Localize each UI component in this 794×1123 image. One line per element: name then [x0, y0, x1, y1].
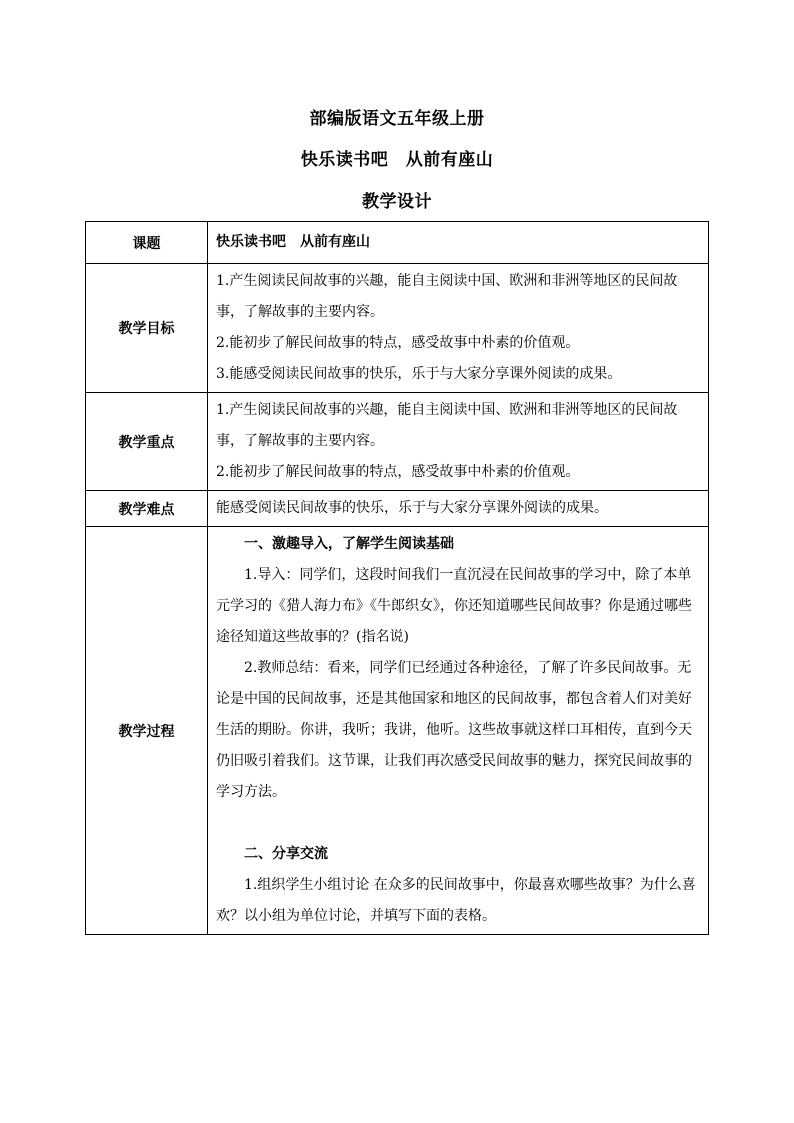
- process-paragraph: 1.组织学生小组讨论 在众多的民间故事中，你最喜欢哪些故事？为什么喜欢？以小组为单位讨论，并填写下面的表格。: [216, 877, 696, 924]
- goal-item: 3.能感受阅读民间故事的快乐，乐于与大家分享课外阅读的成果。: [216, 366, 622, 382]
- topic-label: 课题: [86, 222, 208, 264]
- process-section-heading: 二、分享交流: [244, 846, 328, 862]
- process-section-heading: 一、激趣导入，了解学生阅读基础: [244, 536, 454, 552]
- spacer: [216, 808, 700, 839]
- key-point-item: 1.产生阅读民间故事的兴趣，能自主阅读中国、欧洲和非洲等地区的民间故事，了解故事的主要内容。: [216, 402, 678, 449]
- key-points-content: [208, 393, 709, 491]
- difficulty-label: 教学难点: [86, 491, 208, 527]
- goal-item: 2.能初步了解民间故事的特点，感受故事中朴素的价值观。: [216, 335, 580, 351]
- difficulty-value: 能感受阅读民间故事的快乐，乐于与大家分享课外阅读的成果。: [208, 491, 709, 527]
- lesson-title: 快乐读书吧 从前有座山: [300, 150, 494, 170]
- table-row-goals: [86, 264, 709, 393]
- key-points-label: 教学重点: [86, 393, 208, 491]
- table-row-key-points: [86, 393, 709, 491]
- topic-value: 快乐读书吧 从前有座山: [208, 222, 709, 264]
- table-row-difficulty: [86, 491, 709, 527]
- table-row-process: [86, 527, 709, 935]
- process-content: [208, 527, 709, 935]
- document-subtitle: 教学设计: [362, 192, 432, 212]
- process-paragraph: 1.导入：同学们，这段时间我们一直沉浸在民间故事的学习中，除了本单元学习的《猎人海力布》《牛郎织女》，你还知道哪些民间故事？你是通过哪些途径知道这些故事的？(指名说): [216, 567, 692, 645]
- table-row-topic: [86, 222, 709, 264]
- goals-label: 教学目标: [86, 264, 208, 393]
- document-title: 部编版语文五年级上册: [309, 109, 485, 129]
- goals-content: [208, 264, 709, 393]
- lesson-plan-table: [85, 221, 709, 935]
- goal-item: 1.产生阅读民间故事的兴趣，能自主阅读中国、欧洲和非洲等地区的民间故事，了解故事的主要内容。: [216, 273, 678, 320]
- key-point-item: 2.能初步了解民间故事的特点，感受故事中朴素的价值观。: [216, 464, 580, 480]
- process-label: 教学过程: [86, 527, 208, 935]
- process-paragraph: 2.教师总结：看来，同学们已经通过各种途径，了解了许多民间故事。无论是中国的民间故事，还是其他国家和地区的民间故事，都包含着人们对美好生活的期盼。你讲，我听；我讲，他听。这些故事就这样口耳相传，直到今天仍旧吸引着我们。这节课，让我们再次感受民间故事的魅力，探究民间故事的学习方法。: [216, 660, 692, 800]
